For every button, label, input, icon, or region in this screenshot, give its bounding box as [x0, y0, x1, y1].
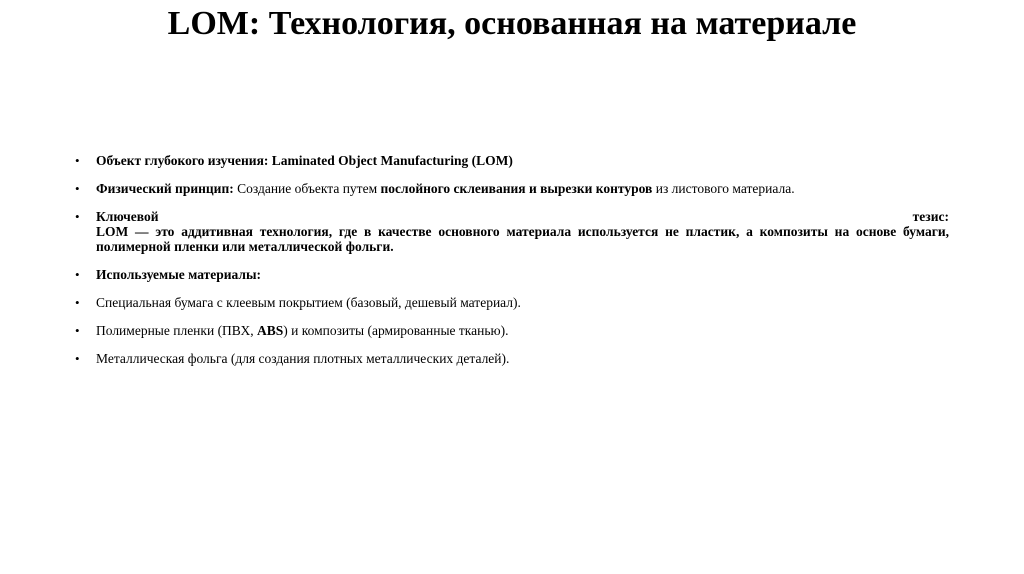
- bullet-text: Объект глубокого изучения: Laminated Object Manufacturing (LOM): [96, 153, 513, 168]
- thesis-heading-line: [96, 209, 949, 224]
- bullet-item-physical-principle: [70, 181, 949, 196]
- bullet-text: Полимерные пленки (ПВХ,: [96, 323, 257, 338]
- bullet-emphasis: послойного склеивания и вырезки контуров: [380, 181, 653, 196]
- thesis-label-left: Ключевой: [96, 209, 159, 224]
- bullet-emphasis: ABS: [256, 323, 284, 338]
- bullet-dot-icon: •: [75, 181, 80, 196]
- bullet-item-materials-heading: [70, 267, 949, 282]
- slide-title: LOM: Технология, основанная на материале: [167, 5, 857, 42]
- bullet-text: Металлическая фольга (для создания плотных металлических деталей).: [96, 351, 510, 366]
- bullet-dot-icon: •: [75, 323, 80, 338]
- bullet-text: Специальная бумага с клеевым покрытием (базовый, дешевый материал).: [96, 295, 521, 310]
- bullet-item-key-thesis: [70, 209, 949, 254]
- bullet-dot-icon: •: [75, 351, 80, 366]
- bullet-text: Создание объекта путем: [233, 181, 381, 196]
- bullet-list: [70, 153, 949, 379]
- bullet-dot-icon: •: [75, 209, 80, 224]
- bullet-text: ) и композиты (армированные тканью).: [283, 323, 509, 338]
- bullet-dot-icon: •: [75, 295, 80, 310]
- bullet-item-metal-foil: [70, 351, 949, 366]
- bullet-item-study-object: [70, 153, 949, 168]
- thesis-text: LOM — это аддитивная технология, где в качестве основного материала используется не пластик, а композиты на основе бумаги, полимерной пленки или металлической фольги.: [96, 224, 949, 254]
- bullet-label: Физический принцип:: [96, 181, 234, 196]
- bullet-item-paper: [70, 295, 949, 310]
- bullet-dot-icon: •: [75, 267, 80, 282]
- bullet-text: Используемые материалы:: [96, 267, 262, 282]
- bullet-item-polymer-films: [70, 323, 949, 338]
- thesis-label-right: тезис:: [912, 209, 949, 224]
- bullet-text: из листового материала.: [652, 181, 795, 196]
- bullet-dot-icon: •: [75, 153, 80, 168]
